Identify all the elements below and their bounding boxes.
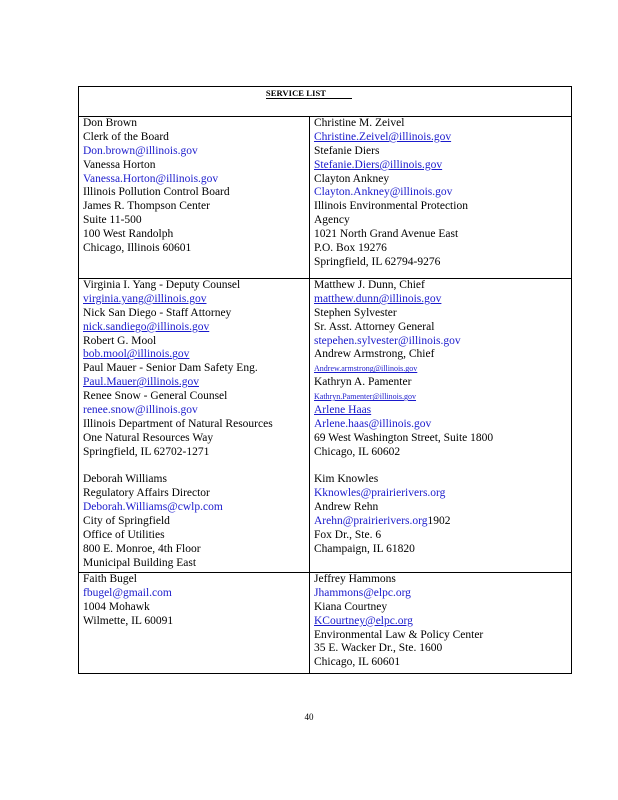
cell-line: Vanessa Horton [83, 158, 156, 171]
cell-line: Illinois Environmental Protection [314, 200, 468, 213]
email-link[interactable]: Kknowles@prairierivers.org [314, 487, 446, 500]
cell-line: Agency [314, 214, 350, 227]
email-link[interactable]: Vanessa.Horton@illinois.gov [83, 172, 219, 185]
cell-line: Paul Mauer - Senior Dam Safety Eng. [83, 362, 258, 375]
email-link[interactable]: Arlene.haas@illinois.gov [314, 417, 432, 430]
cell-line: Springfield, IL 62794-9276 [314, 255, 441, 268]
email-link[interactable]: Paul.Mauer@illinois.gov [83, 376, 199, 389]
cell-line: 1004 Mohawk [83, 600, 150, 613]
cell-r3-left [83, 573, 173, 629]
email-link[interactable]: virginia.yang@illinois.gov [83, 292, 207, 305]
cell-line: Matthew J. Dunn, Chief [314, 279, 425, 291]
cell-line: 35 E. Wacker Dr., Ste. 1600 [314, 642, 443, 655]
cell-line: Chicago, IL 60602 [314, 445, 401, 458]
cell-r2-right [314, 279, 493, 557]
cell-line: Faith Bugel [83, 573, 137, 585]
address-number: 1902 [427, 515, 451, 528]
cell-line: 800 E. Monroe, 4th Floor [83, 542, 201, 555]
cell-line: Wilmette, IL 60091 [83, 614, 174, 627]
cell-line: Andrew Armstrong, Chief [314, 348, 435, 361]
cell-line: Regulatory Affairs Director [83, 487, 210, 500]
cell-line: James R. Thompson Center [83, 200, 210, 213]
cell-line: One Natural Resources Way [83, 431, 214, 444]
email-link[interactable]: KCourtney@elpc.org [314, 614, 413, 627]
cell-r1-left [83, 117, 230, 256]
service-list-title: SERVICE LIST [0, 88, 618, 98]
cell-r1-right [314, 117, 468, 270]
email-link[interactable]: Arlene Haas [314, 404, 372, 417]
cell-line: Clayton Ankney [314, 172, 390, 185]
email-link[interactable]: Stefanie.Diers@illinois.gov [314, 158, 443, 171]
email-link[interactable]: matthew.dunn@illinois.gov [314, 292, 442, 305]
cell-line: 100 West Randolph [83, 228, 174, 241]
cell-r2-left [83, 279, 273, 571]
cell-line: Environmental Law & Policy Center [314, 628, 484, 641]
cell-line: Chicago, IL 60601 [314, 656, 401, 669]
cell-line: Suite 11-500 [83, 214, 142, 227]
email-link[interactable]: Deborah.Williams@cwlp.com [83, 501, 223, 514]
email-link[interactable]: Andrew.armstrong@illinois.gov [314, 364, 418, 374]
email-link[interactable]: Kathryn.Pamenter@illinois.gov [314, 392, 417, 402]
cell-line: 69 West Washington Street, Suite 1800 [314, 431, 494, 444]
page-number: 40 [304, 712, 314, 722]
email-link[interactable]: Clayton.Ankney@illinois.gov [314, 186, 453, 199]
cell-line: Champaign, IL 61820 [314, 542, 415, 555]
cell-line [314, 460, 493, 474]
cell-line: Chicago, Illinois 60601 [83, 242, 192, 255]
email-link[interactable]: Don.brown@illinois.gov [83, 144, 198, 157]
cell-line: Stephen Sylvester [314, 306, 397, 319]
email-link[interactable]: fbugel@gmail.com [83, 586, 172, 599]
email-link[interactable]: bob.mool@illinois.gov [83, 348, 190, 361]
cell-line: City of Springfield [83, 515, 170, 528]
cell-line: Clerk of the Board [83, 130, 169, 143]
cell-line: Office of Utilities [83, 529, 165, 542]
cell-line: Deborah Williams [83, 473, 167, 486]
cell-line [83, 460, 273, 474]
email-link[interactable]: renee.snow@illinois.gov [83, 404, 198, 417]
cell-line: Don Brown [83, 117, 137, 129]
email-link[interactable]: Jhammons@elpc.org [314, 586, 411, 599]
cell-line: Fox Dr., Ste. 6 [314, 529, 382, 542]
cell-line: Municipal Building East [83, 556, 197, 569]
email-link[interactable]: stepehen.sylvester@illinois.gov [314, 334, 461, 347]
email-link[interactable]: Christine.Zeivel@illinois.gov [314, 130, 452, 143]
cell-line: Christine M. Zeivel [314, 117, 405, 129]
cell-line: Springfield, IL 62702-1271 [83, 445, 210, 458]
cell-line: Robert G. Mool [83, 334, 157, 347]
email-link[interactable]: nick.sandiego@illinois.gov [83, 320, 210, 333]
cell-line: Illinois Department of Natural Resources [83, 417, 273, 430]
cell-line: Nick San Diego - Staff Attorney [83, 306, 232, 319]
column-divider [309, 116, 310, 674]
cell-line: Virginia I. Yang - Deputy Counsel [83, 279, 241, 291]
cell-line: Sr. Asst. Attorney General [314, 320, 435, 333]
cell-line: P.O. Box 19276 [314, 242, 387, 255]
cell-line: Kiana Courtney [314, 600, 388, 613]
cell-r3-right [314, 573, 483, 670]
email-link[interactable]: Arehn@prairierivers.org1902 [314, 515, 451, 528]
cell-line: Andrew Rehn [314, 501, 379, 514]
cell-line: Jeffrey Hammons [314, 573, 396, 585]
cell-line: 1021 North Grand Avenue East [314, 228, 459, 241]
cell-line: Renee Snow - General Counsel [83, 390, 228, 403]
cell-line: Kim Knowles [314, 473, 379, 486]
cell-line: Illinois Pollution Control Board [83, 186, 230, 199]
cell-line: Stefanie Diers [314, 144, 380, 157]
cell-line: Kathryn A. Pamenter [314, 376, 412, 389]
